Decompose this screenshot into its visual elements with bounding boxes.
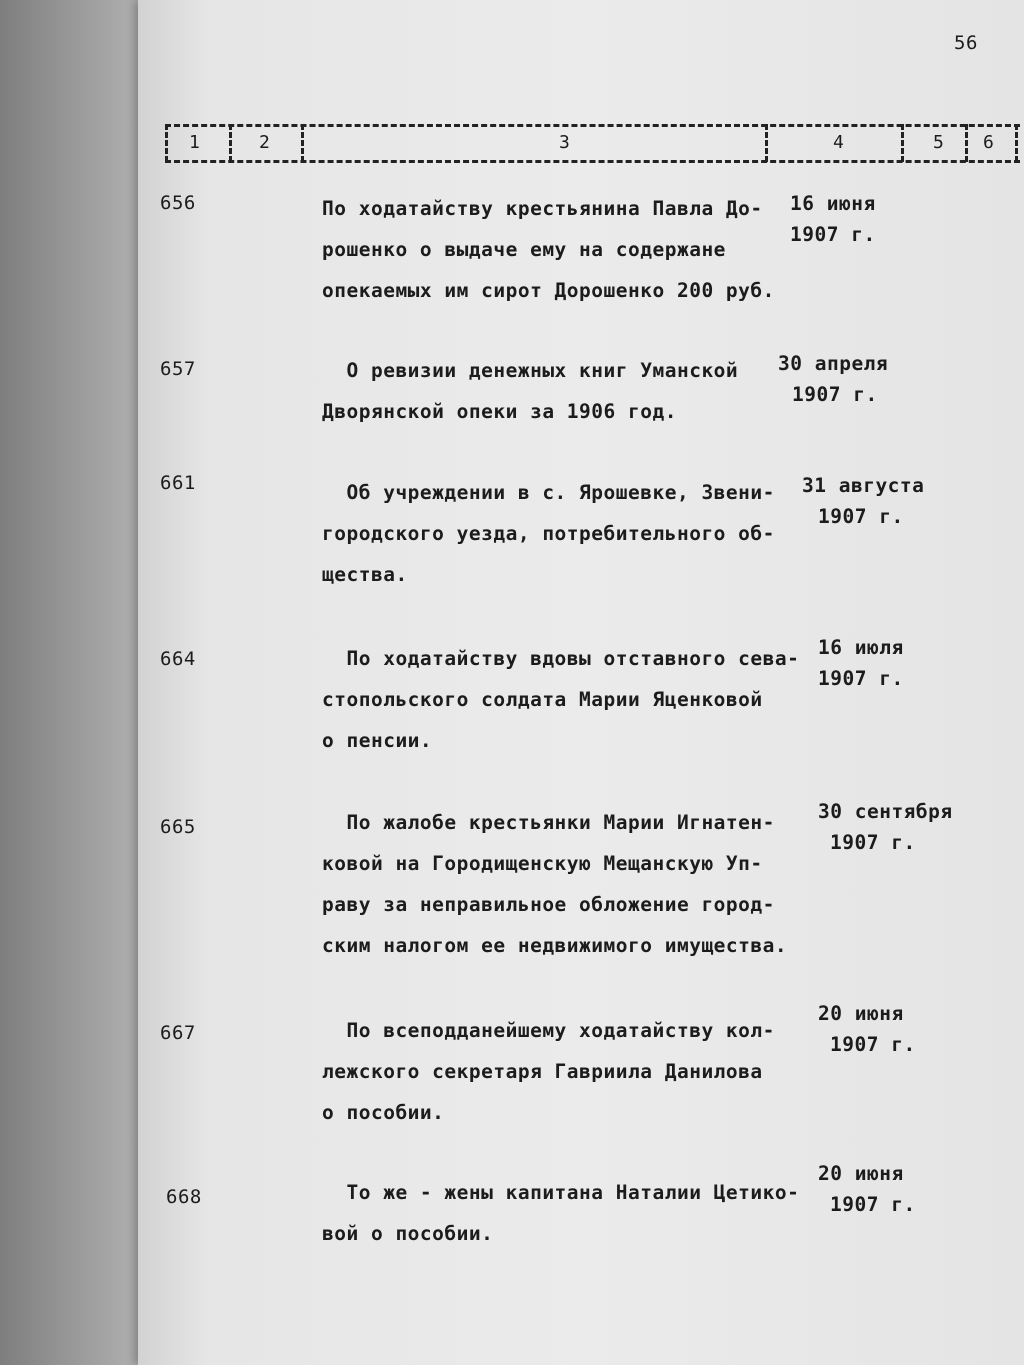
column-header-2: 2 xyxy=(259,132,271,153)
entry-date-day: 31 августа xyxy=(802,474,925,497)
entry-description xyxy=(322,802,787,966)
entry-number: 668 xyxy=(166,1186,202,1208)
entry-number: 667 xyxy=(160,1022,196,1044)
column-separator xyxy=(901,124,904,162)
entry-line: ским налогом ее недвижимого имущества. xyxy=(322,934,788,957)
header-rule-bottom xyxy=(165,160,1020,163)
column-header-3: 3 xyxy=(559,132,571,153)
entry-date-year: 1907 г. xyxy=(790,223,876,246)
column-separator xyxy=(765,124,768,162)
column-header-4: 4 xyxy=(833,132,845,153)
entry-line: То же - жены капитана Наталии Цетико- xyxy=(322,1181,800,1204)
column-separator xyxy=(229,124,232,162)
column-header-6: 6 xyxy=(983,132,995,153)
entry-date xyxy=(802,470,924,532)
entry-number: 665 xyxy=(160,816,196,838)
entry-date-day: 16 июня xyxy=(790,192,876,215)
entry-date xyxy=(818,796,953,858)
entry-line: о пенсии. xyxy=(322,729,433,752)
entry-line: щества. xyxy=(322,563,408,586)
column-separator xyxy=(1015,124,1018,162)
entry-date-year: 1907 г. xyxy=(830,1193,916,1216)
entry-description xyxy=(322,350,738,432)
entry-number: 661 xyxy=(160,472,196,494)
entry-date-day: 30 сентября xyxy=(818,800,953,823)
entry-date-day: 30 апреля xyxy=(778,352,889,375)
entry-line: стопольского солдата Марии Яценковой xyxy=(322,688,763,711)
entry-line: вой о пособии. xyxy=(322,1222,494,1245)
entry-number: 657 xyxy=(160,358,196,380)
entry-line: Дворянской опеки за 1906 год. xyxy=(322,400,677,423)
entry-line: По ходатайству вдовы отставного сева- xyxy=(322,647,800,670)
entry-line: ковой на Городищенскую Мещанскую Уп- xyxy=(322,852,763,875)
entry-line: По ходатайству крестьянина Павла До- xyxy=(322,197,763,220)
entry-date-day: 20 июня xyxy=(818,1162,904,1185)
entry-description xyxy=(322,1172,799,1254)
header-rule-top xyxy=(165,124,1020,127)
entry-line: Об учреждении в с. Ярошевке, Звени- xyxy=(322,481,775,504)
binding-edge xyxy=(0,0,150,1365)
entry-line: По всеподданейшему ходатайству кол- xyxy=(322,1019,775,1042)
entry-date-day: 16 июля xyxy=(818,636,904,659)
entry-number: 656 xyxy=(160,192,196,214)
entry-date xyxy=(818,1158,916,1220)
entry-date-year: 1907 г. xyxy=(792,383,878,406)
entry-line: опекаемых им сирот Дорошенко 200 руб. xyxy=(322,279,775,302)
entry-line: О ревизии денежных книг Уманской xyxy=(322,359,739,382)
entry-date xyxy=(790,188,876,250)
entry-line: о пособии. xyxy=(322,1101,445,1124)
column-separator xyxy=(965,124,968,162)
entry-line: раву за неправильное обложение город- xyxy=(322,893,775,916)
entry-date-year: 1907 г. xyxy=(818,667,904,690)
column-separator xyxy=(165,124,168,162)
entry-date-year: 1907 г. xyxy=(830,1033,916,1056)
entry-description xyxy=(322,188,775,311)
entry-description xyxy=(322,472,775,595)
page-number: 56 xyxy=(954,32,978,54)
entry-number: 664 xyxy=(160,648,196,670)
entry-line: рошенко о выдаче ему на содержане xyxy=(322,238,726,261)
entry-line: городского уезда, потребительного об- xyxy=(322,522,775,545)
column-header-row xyxy=(165,124,1020,166)
column-header-1: 1 xyxy=(189,132,201,153)
entry-date-day: 20 июня xyxy=(818,1002,904,1025)
column-header-5: 5 xyxy=(933,132,945,153)
entry-line: По жалобе крестьянки Марии Игнатен- xyxy=(322,811,775,834)
entry-date-year: 1907 г. xyxy=(818,505,904,528)
entry-date xyxy=(818,998,916,1060)
entry-date-year: 1907 г. xyxy=(830,831,916,854)
entry-date xyxy=(818,632,904,694)
entry-line: лежского секретаря Гавриила Данилова xyxy=(322,1060,763,1083)
entry-date xyxy=(778,348,888,410)
column-separator xyxy=(301,124,304,162)
entry-description xyxy=(322,638,799,761)
entry-description xyxy=(322,1010,775,1133)
